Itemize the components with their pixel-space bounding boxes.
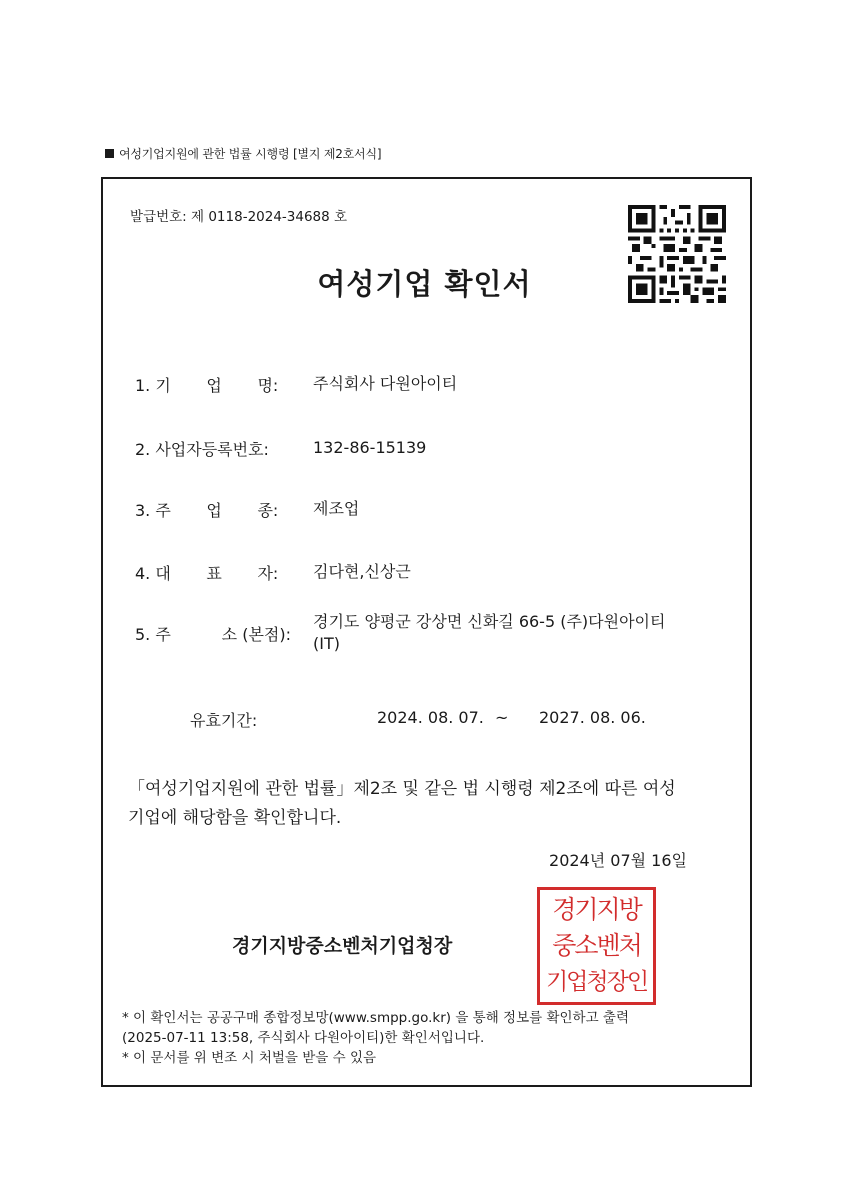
- field-label: 3. 주 업 종:: [135, 501, 279, 520]
- footnotes: [122, 1008, 722, 1068]
- validity-start-date: 2024. 08. 07.: [377, 708, 484, 727]
- field-value: 경기도 양평군 강상면 신화길 66-5 (주)다원아이티 (IT): [313, 612, 666, 653]
- seal-line: 중소벤처: [552, 931, 641, 960]
- field-label: 2. 사업자등록번호:: [135, 440, 269, 459]
- square-bullet-icon: [105, 149, 114, 158]
- field-label: 4. 대 표 자:: [135, 564, 279, 583]
- issuer-name: 경기지방중소벤처기업청장: [232, 935, 453, 957]
- footnote: (2025-07-11 13:58, 주식회사 다원아이티)한 확인서입니다.: [122, 1030, 485, 1046]
- field-label: 5. 주 소 (본점):: [135, 625, 291, 644]
- field-value: 제조업: [313, 499, 360, 518]
- form-reference-text: 여성기업지원에 관한 법률 시행령 [별지 제2호서식]: [119, 147, 382, 161]
- issue-date: 2024년 07월 16일: [549, 851, 687, 870]
- confirmation-statement: 「여성기업지원에 관한 법률」제2조 및 같은 법 시행령 제2조에 따른 여성기업에 해당함을 확인합니다.: [128, 779, 676, 828]
- document-title: 여성기업 확인서: [317, 267, 532, 301]
- field-value: 132-86-15139: [313, 438, 427, 457]
- footnote: * 이 문서를 위 변조 시 처벌을 받을 수 있음: [122, 1050, 377, 1066]
- validity-separator: ~: [495, 708, 509, 727]
- validity-label: 유효기간:: [190, 711, 258, 730]
- validity-end-date: 2027. 08. 06.: [539, 708, 646, 727]
- field-value: 주식회사 다원아이티: [313, 374, 458, 393]
- seal-line: 경기지방: [552, 895, 641, 924]
- form-reference: [105, 145, 381, 162]
- footnote: * 이 확인서는 공공구매 종합정보망(www.smpp.go.kr) 을 통해 정보를 확인하고 출력: [122, 1010, 630, 1026]
- issue-number: 발급번호: 제 0118-2024-34688 호: [130, 209, 348, 225]
- official-seal: [537, 887, 656, 1005]
- seal-line: 기업청장인: [545, 969, 648, 995]
- field-label: 1. 기 업 명:: [135, 376, 279, 395]
- field-value: 김다현,신상근: [313, 562, 411, 581]
